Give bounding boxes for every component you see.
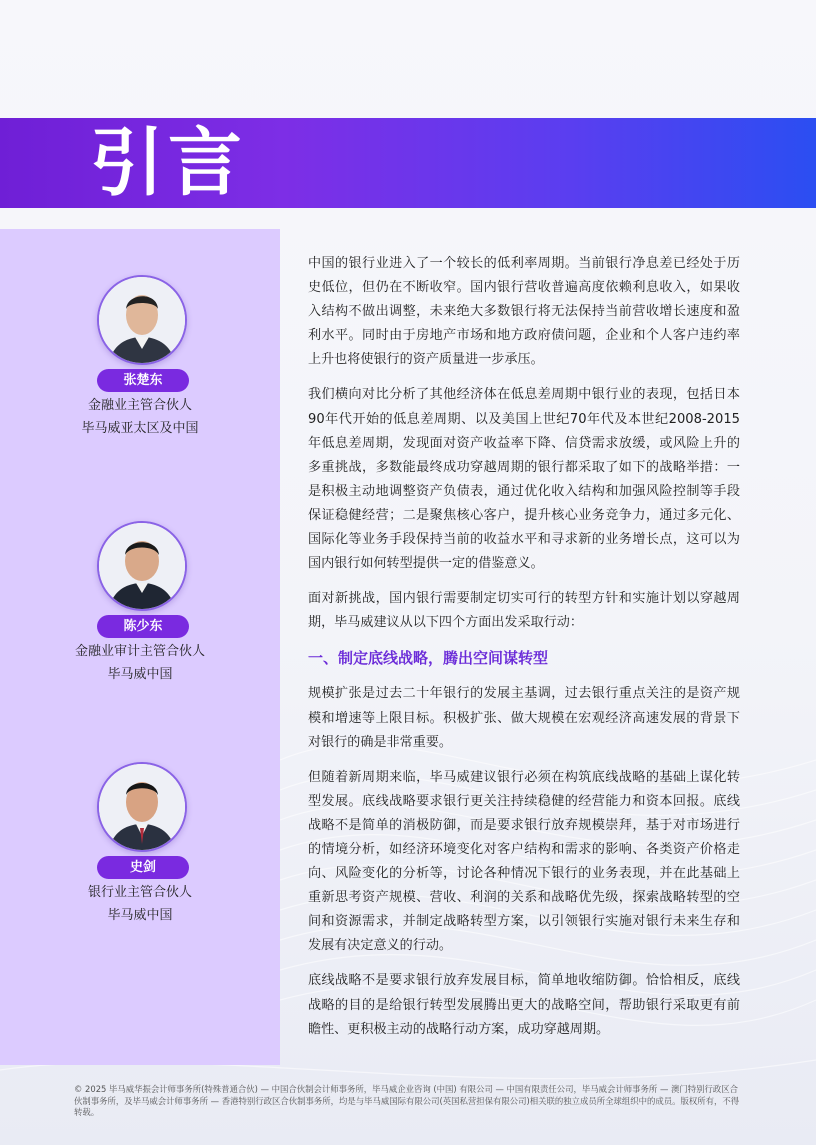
author-photo [97,521,187,611]
author-name: 陈少东 [97,615,189,638]
author-photo [97,762,187,852]
paragraph: 底线战略不是要求银行放弃发展目标，简单地收缩防御。恰恰相反，底线战略的目的是给银行转型发展腾出更大的战略空间，帮助银行采取更有前瞻性、更积极主动的战略行动方案，成功穿越周期。 [308,973,740,1037]
author-org: 毕马威中国 [107,908,173,923]
author-role: 金融业主管合伙人 [87,398,192,413]
author-role: 金融业审计主管合伙人 [74,644,205,659]
paragraph: 我们横向对比分析了其他经济体在低息差周期中银行业的表现，包括日本90年代开始的低息差周期、以及美国上世纪70年代及本世纪2008-2015年低息差周期，发现面对资产收益率下降、信贷需求放缓，或风险上升的多重挑战，多数能最终成功穿越周期的银行都采取了如下的战略举措：一是积极主动地调整资产负债表，通过优化收入结构和加强风险控制等手段保证稳健经营；二是聚焦核心客户，提升核心业务竞争力，通过多元化、国际化等业务手段保持当前的收益水平和寻求新的业务增长点，这可以为国内银行如何转型提供一定的借鉴意义。 [308,387,740,572]
author-name: 张楚东 [97,369,189,392]
author-name: 史剑 [97,856,189,879]
author-photo [97,275,187,365]
author-org: 毕马威中国 [107,667,173,682]
paragraph: 面对新挑战，国内银行需要制定切实可行的转型方针和实施计划以穿越周期，毕马威建议从以下四个方面出发采取行动： [308,591,740,631]
author-org: 毕马威亚太区及中国 [81,421,199,436]
paragraph: 规模扩张是过去二十年银行的发展主基调，过去银行重点关注的是资产规模和增速等上限目标。积极扩张、做大规模在宏观经济高速发展的背景下对银行的确是非常重要。 [308,686,740,750]
title-banner [0,118,816,208]
author-sidebar [0,229,280,1065]
paragraph: 但随着新周期来临，毕马威建议银行必须在构筑底线战略的基础上谋化转型发展。底线战略要求银行更关注持续稳健的经营能力和资本回报。底线战略不是简单的消极防御，而是要求银行放弃规模崇拜，基于对市场进行的情境分析，如经济环境变化对客户结构和需求的影响、各类资产价格走向、风险变化的分析等，讨论各种情况下银行的业务表现，并在此基础上重新思考资产规模、营收、利润的关系和战略优先级，探索战略转型的空间和资源需求，并制定战略转型方案，以引领银行实施对银行未来生存和发展有决定意义的行动。 [308,769,740,954]
copyright-footer: © 2025 毕马威华振会计师事务所(特殊普通合伙) — 中国合伙制会计师事务所，毕马威企业咨询 (中国) 有限公司 — 中国有限责任公司，毕马威会计师事务所 — 澳门特别行政区合伙制事务所，及毕马威会计师事务所 — 香港特别行政区合伙制事务所，均是与毕马威国际有限公司(英国私营担保有限公司)相关联的独立成员所全球组织中的成员。版权所有，不得转载。 [74,1084,740,1117]
author-role: 银行业主管合伙人 [87,885,192,900]
section-heading: 一、制定底线战略，腾出空间谋转型 [308,649,549,668]
paragraph: 中国的银行业进入了一个较长的低利率周期。当前银行净息差已经处于历史低位，但仍在不断收窄。国内银行营收普遍高度依赖利息收入，如果收入结构不做出调整，未来绝大多数银行将无法保持当前营收增长速度和盈利水平。同时由于房地产市场和地方政府债问题，企业和个人客户违约率上升也将使银行的资产质量进一步承压。 [308,256,740,368]
body-text [308,252,740,1053]
page-title: 引言 [90,120,246,206]
